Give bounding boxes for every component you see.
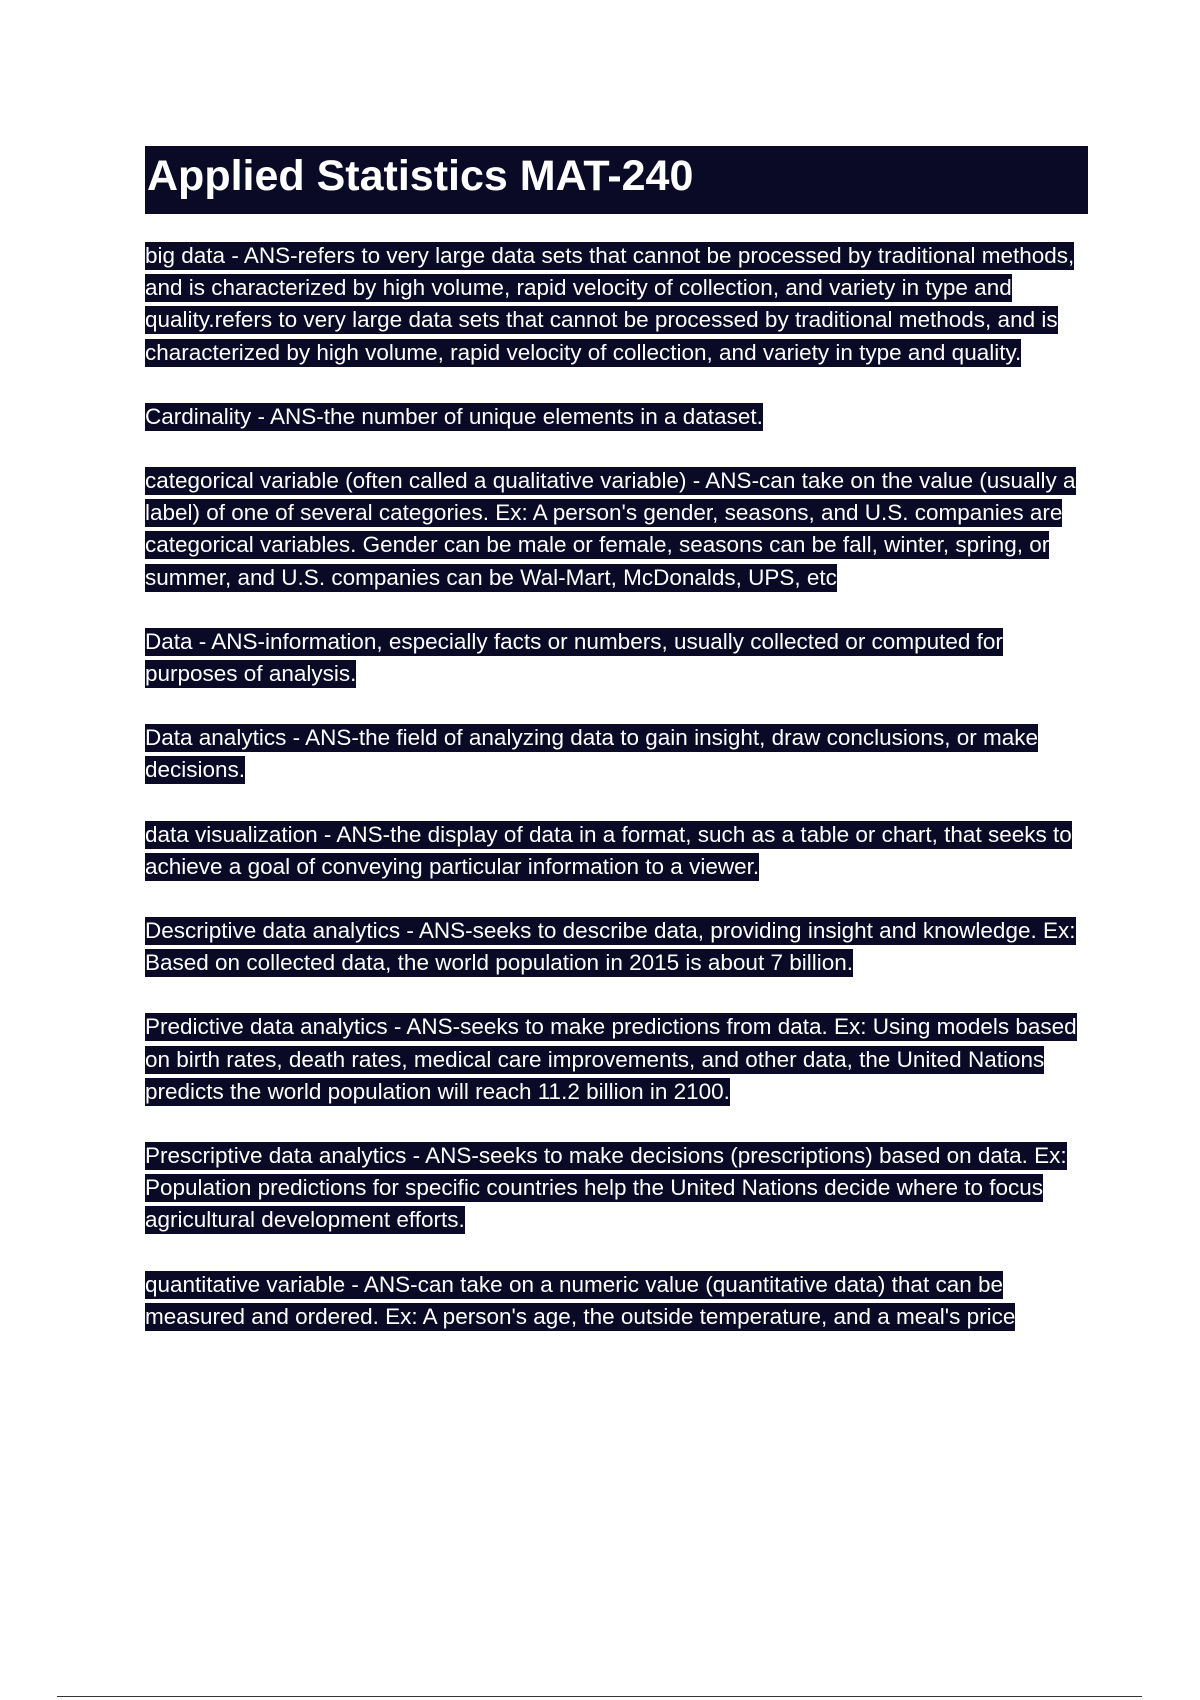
glossary-entry — [145, 1011, 1090, 1108]
page-title-banner — [145, 146, 1088, 214]
entry-text: categorical variable (often called a qualitative variable) - ANS-can take on the value (usually a label) of one of several categories. Ex: A person's gender, seasons, and U.S. companies are categorical variables. Gender can be male or female, seasons can be fall, winter, spring, or summer, and U.S. companies can be Wal-Mart, McDonalds, UPS, etc — [145, 468, 1076, 590]
footer-divider — [57, 1696, 1142, 1697]
entry-text: Predictive data analytics - ANS-seeks to make predictions from data. Ex: Using models based on birth rates, death rates, medical care improvements, and other data, the United Nations predicts the world population will reach 11.2 billion in 2100. — [145, 1014, 1077, 1104]
glossary-entry — [145, 1140, 1090, 1237]
entry-text: Descriptive data analytics - ANS-seeks to describe data, providing insight and knowledge. Ex: Based on collected data, the world population in 2015 is about 7 billion. — [145, 918, 1076, 976]
entry-text: quantitative variable - ANS-can take on a numeric value (quantitative data) that can be measured and ordered. Ex: A person's age, the outside temperature, and a meal's price — [145, 1271, 1016, 1329]
glossary-entry — [145, 401, 1090, 433]
entry-text: big data - ANS-refers to very large data sets that cannot be processed by traditional methods, and is characterized by high volume, rapid velocity of collection, and variety in type and quality.refers to very large data sets that cannot be processed by traditional methods, and is characterized by high volume, rapid velocity of collection, and variety in type and quality. — [145, 243, 1075, 365]
glossary-entry — [145, 722, 1090, 786]
page-title: Applied Statistics MAT-240 — [147, 151, 694, 200]
entry-text: Prescriptive data analytics - ANS-seeks to make decisions (prescriptions) based on data. Ex: Population predictions for specific countries help the United Nations decide where to focus agricultural development efforts. — [145, 1143, 1067, 1233]
glossary-entry — [145, 819, 1090, 883]
glossary-entries — [145, 240, 1090, 1365]
entry-text: Data analytics - ANS-the field of analyzing data to gain insight, draw conclusions, or make decisions. — [145, 725, 1038, 783]
entry-text: Cardinality - ANS-the number of unique elements in a dataset. — [145, 403, 763, 429]
glossary-entry — [145, 915, 1090, 979]
glossary-entry — [145, 465, 1090, 594]
glossary-entry — [145, 240, 1090, 369]
glossary-entry — [145, 1269, 1090, 1333]
entry-text: Data - ANS-information, especially facts or numbers, usually collected or computed for purposes of analysis. — [145, 628, 1003, 687]
glossary-entry — [145, 626, 1090, 690]
entry-text: data visualization - ANS-the display of data in a format, such as a table or chart, that seeks to achieve a goal of conveying particular information to a viewer. — [145, 821, 1072, 879]
